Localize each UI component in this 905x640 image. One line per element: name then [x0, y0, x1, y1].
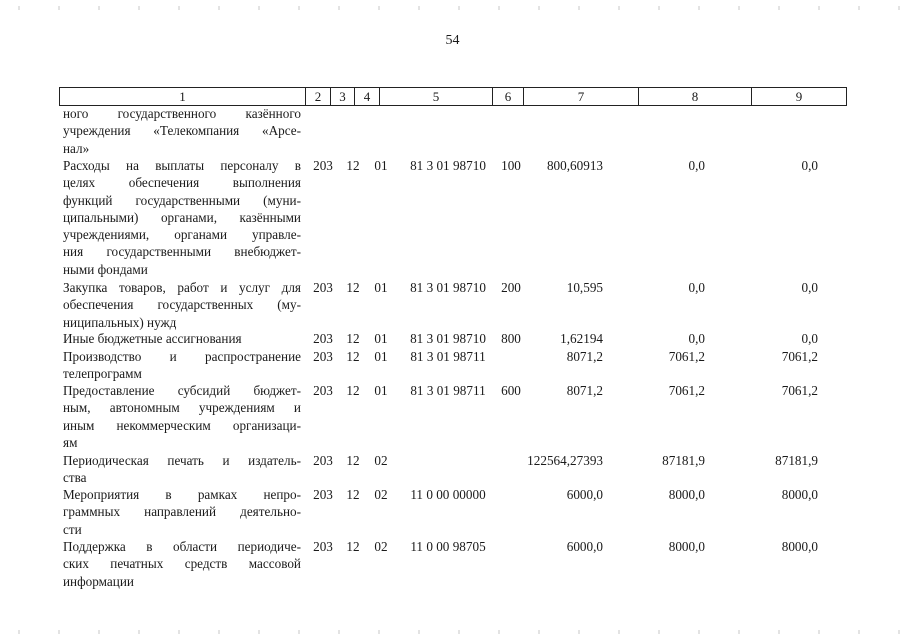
description-line: телепрограмм [63, 366, 142, 382]
cell-col-3: 12 [346, 280, 360, 295]
page-number: 54 [445, 33, 460, 48]
cell-col-3: 12 [346, 349, 360, 364]
cell-col-5: 11 0 00 98705 [410, 539, 486, 554]
header-col-3: 3 [331, 88, 355, 105]
cell-col-9: 8000,0 [781, 539, 818, 554]
description-line: ских печатных средств массовой [63, 556, 301, 572]
description-line: ными фондами [63, 261, 148, 277]
cell-col-4: 01 [374, 349, 388, 364]
cell-col-2: 203 [313, 453, 333, 468]
cell-col-4: 01 [374, 158, 388, 173]
table-header [59, 87, 847, 106]
description-line: ям [63, 434, 78, 450]
description-line: целях обеспечения выполнения [63, 175, 301, 191]
description-line: Производство и распространение [63, 349, 301, 364]
description-line: ципальными) органами, казёнными [63, 209, 301, 225]
cell-col-6: 100 [501, 158, 521, 173]
cell-col-7: 6000,0 [566, 487, 603, 502]
cell-col-4: 02 [374, 453, 388, 468]
row-description [63, 348, 301, 383]
cell-col-6: 600 [501, 383, 521, 398]
row-description [63, 382, 301, 451]
cell-col-9: 8000,0 [781, 487, 818, 502]
description-line: Мероприятия в рамках непро- [63, 487, 301, 502]
cell-col-8: 0,0 [688, 331, 705, 346]
cell-col-8: 7061,2 [668, 383, 705, 398]
cell-col-3: 12 [346, 158, 360, 173]
cell-col-2: 203 [313, 383, 333, 398]
cell-col-3: 12 [346, 331, 360, 346]
description-line: учреждения «Телекомпания «Арсе- [63, 123, 301, 139]
cell-col-3: 12 [346, 383, 360, 398]
description-line: ниципальных) нужд [63, 314, 177, 330]
description-line: ства [63, 470, 87, 486]
description-line: Поддержка в области периодиче- [63, 539, 301, 554]
cell-col-5: 81 3 01 98710 [410, 331, 486, 346]
description-line: Предоставление субсидий бюджет- [63, 383, 301, 398]
cell-col-7: 8071,2 [566, 349, 603, 364]
cell-col-7: 1,62194 [560, 331, 603, 346]
row-description [63, 330, 301, 347]
description-line: иным некоммерческим организаци- [63, 417, 301, 433]
cell-col-9: 0,0 [801, 280, 818, 295]
cell-col-8: 87181,9 [662, 453, 705, 468]
cell-col-5: 81 3 01 98710 [410, 280, 486, 295]
row-description [63, 105, 301, 157]
description-line: учреждениями, органами управле- [63, 227, 301, 243]
cell-col-4: 01 [374, 331, 388, 346]
cell-col-9: 7061,2 [781, 383, 818, 398]
cell-col-2: 203 [313, 487, 333, 502]
description-line: граммных направлений деятельно- [63, 504, 301, 520]
row-description [63, 452, 301, 487]
cell-col-2: 203 [313, 349, 333, 364]
description-line: сти [63, 521, 82, 537]
description-line: Расходы на выплаты персоналу в [63, 158, 301, 173]
header-col-6: 6 [493, 88, 524, 105]
header-col-1: 1 [60, 88, 306, 105]
cell-col-4: 01 [374, 280, 388, 295]
cell-col-9: 0,0 [801, 331, 818, 346]
row-description [63, 157, 301, 278]
cell-col-2: 203 [313, 331, 333, 346]
cell-col-7: 122564,27393 [527, 453, 603, 468]
cell-col-7: 6000,0 [566, 539, 603, 554]
cell-col-8: 7061,2 [668, 349, 705, 364]
header-col-2: 2 [306, 88, 331, 105]
cell-col-5: 11 0 00 00000 [410, 487, 486, 502]
description-line: ным, автономным учреждениям и [63, 400, 301, 416]
description-line: обеспечения государственных (му- [63, 297, 301, 313]
cell-col-2: 203 [313, 158, 333, 173]
scan-artifact-top [0, 6, 905, 10]
description-line: информации [63, 573, 134, 589]
description-line: Закупка товаров, работ и услуг для [63, 280, 301, 295]
cell-col-8: 8000,0 [668, 539, 705, 554]
description-line: Иные бюджетные ассигнования [63, 331, 242, 346]
cell-col-4: 02 [374, 487, 388, 502]
cell-col-2: 203 [313, 539, 333, 554]
cell-col-3: 12 [346, 539, 360, 554]
header-col-5: 5 [380, 88, 493, 105]
cell-col-4: 01 [374, 383, 388, 398]
row-description [63, 486, 301, 538]
cell-col-3: 12 [346, 487, 360, 502]
description-line: Периодическая печать и издатель- [63, 453, 301, 468]
cell-col-8: 8000,0 [668, 487, 705, 502]
header-col-7: 7 [524, 88, 639, 105]
row-description [63, 279, 301, 331]
cell-col-8: 0,0 [688, 280, 705, 295]
header-col-4: 4 [355, 88, 380, 105]
description-line: функций государственными (муни- [63, 192, 301, 208]
cell-col-9: 7061,2 [781, 349, 818, 364]
cell-col-8: 0,0 [688, 158, 705, 173]
cell-col-7: 800,60913 [546, 158, 603, 173]
cell-col-5: 81 3 01 98710 [410, 158, 486, 173]
cell-col-6: 800 [501, 331, 521, 346]
cell-col-6: 200 [501, 280, 521, 295]
description-line: ного государственного казённого [63, 106, 301, 121]
cell-col-3: 12 [346, 453, 360, 468]
cell-col-5: 81 3 01 98711 [410, 383, 486, 398]
description-line: нал» [63, 140, 90, 156]
row-description [63, 538, 301, 590]
scan-artifact-bottom [0, 630, 905, 634]
cell-col-7: 8071,2 [566, 383, 603, 398]
cell-col-9: 0,0 [801, 158, 818, 173]
cell-col-7: 10,595 [566, 280, 603, 295]
description-line: ния государственными внебюджет- [63, 244, 301, 260]
cell-col-2: 203 [313, 280, 333, 295]
cell-col-5: 81 3 01 98711 [410, 349, 486, 364]
cell-col-4: 02 [374, 539, 388, 554]
cell-col-9: 87181,9 [775, 453, 818, 468]
header-col-8: 8 [639, 88, 752, 105]
header-col-9: 9 [795, 89, 803, 104]
